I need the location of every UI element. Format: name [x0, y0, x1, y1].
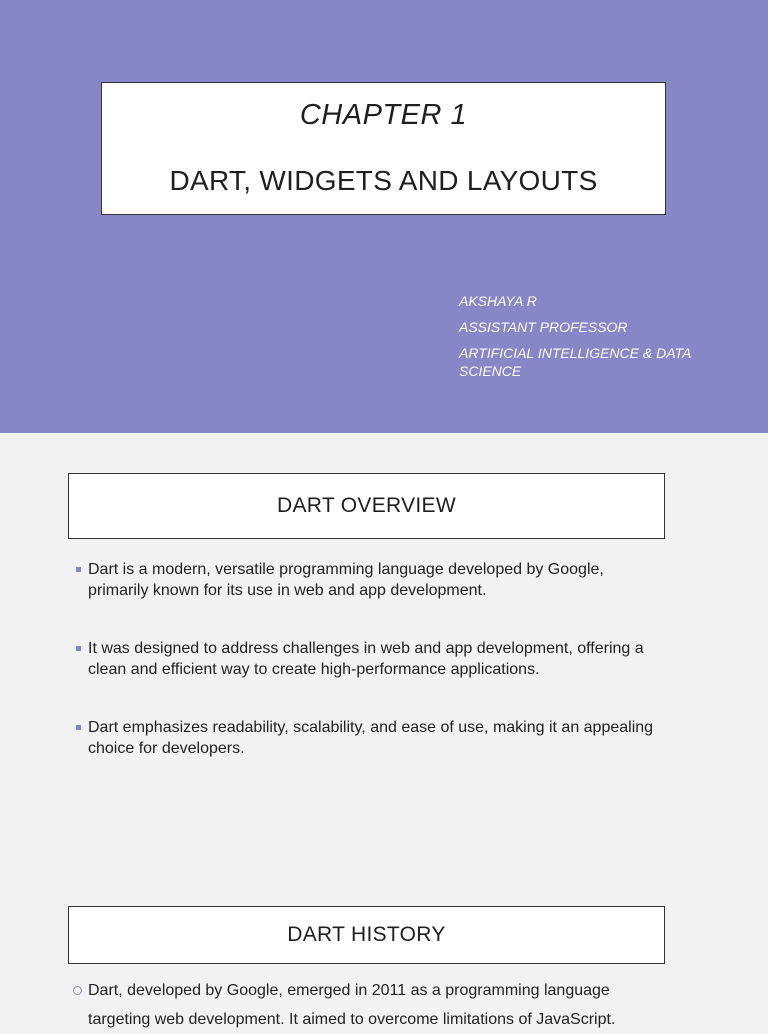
- title-box: [101, 82, 666, 215]
- overview-heading: DART OVERVIEW: [68, 473, 665, 539]
- history-heading: DART HISTORY: [68, 906, 665, 964]
- overview-bullets: [76, 559, 656, 759]
- list-item: Dart is a modern, versatile programming language developed by Google, primarily known for its use in web and app development.: [76, 559, 656, 601]
- chapter-label: CHAPTER 1: [299, 99, 468, 131]
- history-bullets: [76, 976, 656, 1034]
- author-department: ARTIFICIAL INTELLIGENCE & DATA SCIENCE: [459, 345, 691, 379]
- author-block: [459, 292, 719, 388]
- bullet-circle-icon: [73, 986, 82, 995]
- bullet-square-icon: [76, 725, 81, 730]
- overview-slide: [0, 433, 768, 1028]
- list-item: It was designed to address challenges in web and app development, offering a clean and efficient way to create high-performance applications.: [76, 638, 656, 680]
- bullet-square-icon: [76, 646, 81, 651]
- author-name: AKSHAYA R: [459, 293, 537, 309]
- slide-title: DART, WIDGETS AND LAYOUTS: [169, 165, 598, 196]
- bullet-square-icon: [76, 567, 81, 572]
- title-slide: [0, 0, 768, 433]
- list-item: Dart, developed by Google, emerged in 2011 as a programming language targeting web development. It aimed to overcome limitations of JavaScript.: [76, 976, 656, 1034]
- author-role: ASSISTANT PROFESSOR: [459, 319, 628, 335]
- list-item: Dart emphasizes readability, scalability, and ease of use, making it an appealing choice for developers.: [76, 717, 656, 759]
